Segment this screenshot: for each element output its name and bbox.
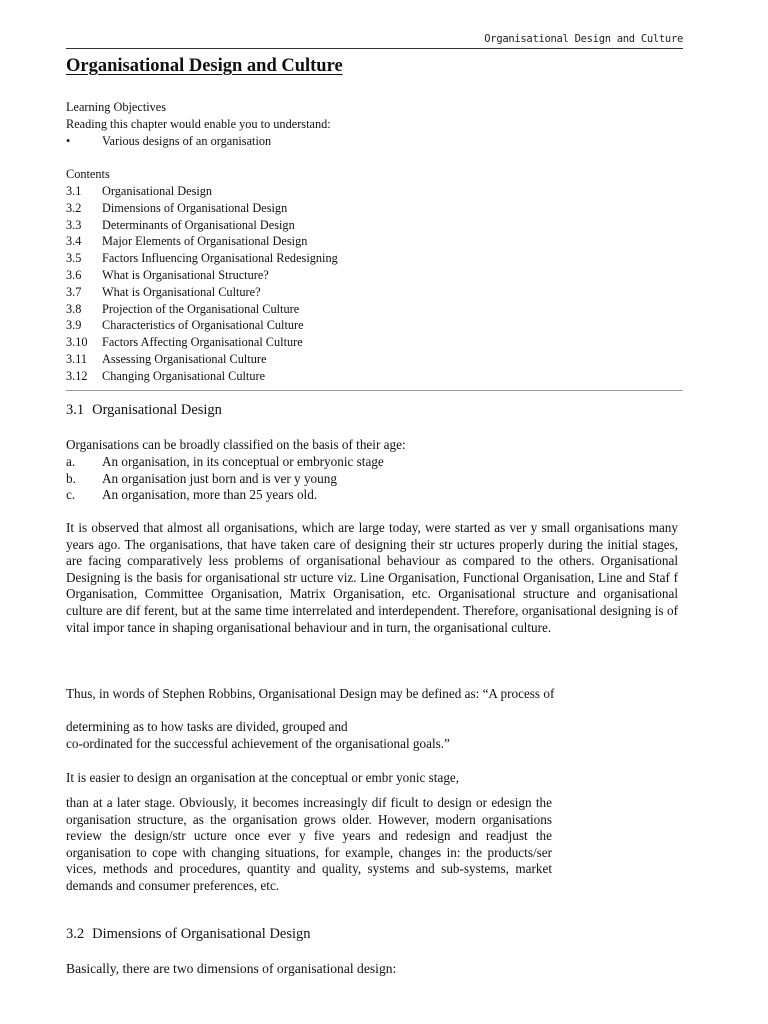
toc-title: Assessing Organisational Culture — [102, 351, 267, 366]
list-text: An organisation, in its conceptual or embryonic stage — [102, 454, 384, 469]
toc-title: What is Organisational Culture? — [102, 284, 261, 299]
section-title: Organisational Design — [92, 402, 222, 418]
toc-item — [66, 334, 338, 351]
toc-number: 3.2 — [66, 200, 82, 215]
section-divider — [66, 390, 683, 391]
list-text: An organisation, more than 25 years old. — [102, 487, 318, 503]
toc-item — [66, 233, 338, 250]
contents-heading: Contents — [66, 167, 110, 181]
toc-number: 3.9 — [66, 318, 82, 333]
toc-title: Dimensions of Organisational Design — [102, 200, 288, 215]
toc-title: Factors Influencing Organisational Redesigning — [102, 251, 338, 266]
quote-line: determining as to how tasks are divided, grouped and — [66, 719, 348, 734]
toc-title: Organisational Design — [102, 184, 213, 198]
list-item — [66, 487, 384, 504]
toc-title: Determinants of Organisational Design — [102, 217, 295, 232]
paragraph: It is easier to design an organisation at the conceptual or embr yonic stage, — [66, 770, 460, 785]
paragraph: It is observed that almost all organisations, which are large today, were started as ver y small organisations many years ago. The organisations, that have taken care of designing their str uctures properly during the initial stages, are facing comparatively less problems of organisational behaviour as compared to the others. Organisational Designing is the basis for organisational str ucture viz. Line Organisation, Functional Organisation, Line and Staf f Organisation, Committee Organisation, Matrix Organisation, etc. Organisational structure and organisational culture are dif ferent, but at the same time interrelated and interdependent. Therefore, organisational designing is of vital impor tance in shaping organisational behaviour and in turn, the organisational culture. — [66, 520, 678, 635]
toc-title: Changing Organisational Culture — [102, 368, 266, 383]
definition-quote — [66, 719, 683, 752]
toc-item — [66, 200, 338, 217]
toc-title: What is Organisational Structure? — [102, 267, 269, 282]
section-number: 3.1 — [66, 402, 85, 418]
paragraph: than at a later stage. Obviously, it becomes increasingly dif ficult to design or edesign the organisation structure, as the organisation grows older. However, modern organisations review the design/str ucture once ever y five years and redesign and readjust the organisation to cope with changing situations, for example, changes in: the products/ser vices, methods and procedures, quantity and quality, systems and sub-systems, market demands and consumer preferences, etc. — [66, 795, 552, 893]
section-heading — [66, 402, 222, 419]
toc-number: 3.8 — [66, 301, 82, 316]
toc-item — [66, 217, 338, 234]
header-rule — [66, 48, 683, 49]
list-text: An organisation just born and is ver y young — [102, 470, 337, 486]
toc-title: Characteristics of Organisational Culture — [102, 318, 304, 333]
toc-number: 3.4 — [66, 234, 82, 249]
list-marker: c. — [66, 487, 76, 503]
running-header: Organisational Design and Culture — [484, 33, 683, 45]
toc-title: Factors Affecting Organisational Culture — [102, 335, 303, 350]
toc-item — [66, 351, 338, 368]
section-heading — [66, 926, 311, 943]
section-title: Dimensions of Organisational Design — [92, 926, 311, 942]
learning-objectives-intro: Reading this chapter would enable you to understand: — [66, 117, 331, 131]
chapter-title: Organisational Design and Culture — [66, 56, 343, 76]
age-classification-list — [66, 454, 384, 504]
toc-title: Projection of the Organisational Culture — [102, 301, 300, 316]
learning-objectives-heading: Learning Objectives — [66, 100, 167, 114]
toc-item — [66, 267, 338, 284]
section-number: 3.2 — [66, 926, 85, 942]
toc-number: 3.11 — [66, 351, 88, 366]
toc-item — [66, 317, 338, 334]
list-item — [66, 454, 384, 471]
toc-item — [66, 183, 338, 200]
toc-title: Major Elements of Organisational Design — [102, 234, 308, 249]
toc-number: 3.3 — [66, 217, 82, 232]
paragraph: Thus, in words of Stephen Robbins, Organisational Design may be defined as: “A process of — [66, 686, 555, 701]
learning-objective-text: Various designs of an organisation — [102, 134, 272, 148]
list-item — [66, 471, 384, 488]
toc-number: 3.7 — [66, 284, 82, 299]
paragraph: Organisations can be broadly classified on the basis of their age: — [66, 437, 406, 452]
table-of-contents — [66, 183, 338, 385]
toc-item — [66, 250, 338, 267]
toc-number: 3.1 — [66, 184, 82, 198]
paragraph: Basically, there are two dimensions of organisational design: — [66, 961, 397, 976]
toc-item — [66, 284, 338, 301]
learning-objective-item — [66, 133, 271, 150]
toc-number: 3.6 — [66, 267, 82, 282]
quote-line: co-ordinated for the successful achievement of the organisational goals.” — [66, 735, 450, 751]
bullet-marker: • — [66, 134, 71, 148]
toc-number: 3.10 — [66, 335, 88, 350]
list-marker: b. — [66, 470, 76, 486]
toc-number: 3.12 — [66, 368, 88, 383]
toc-number: 3.5 — [66, 251, 82, 266]
list-marker: a. — [66, 454, 76, 469]
toc-item — [66, 368, 338, 385]
toc-item — [66, 301, 338, 318]
